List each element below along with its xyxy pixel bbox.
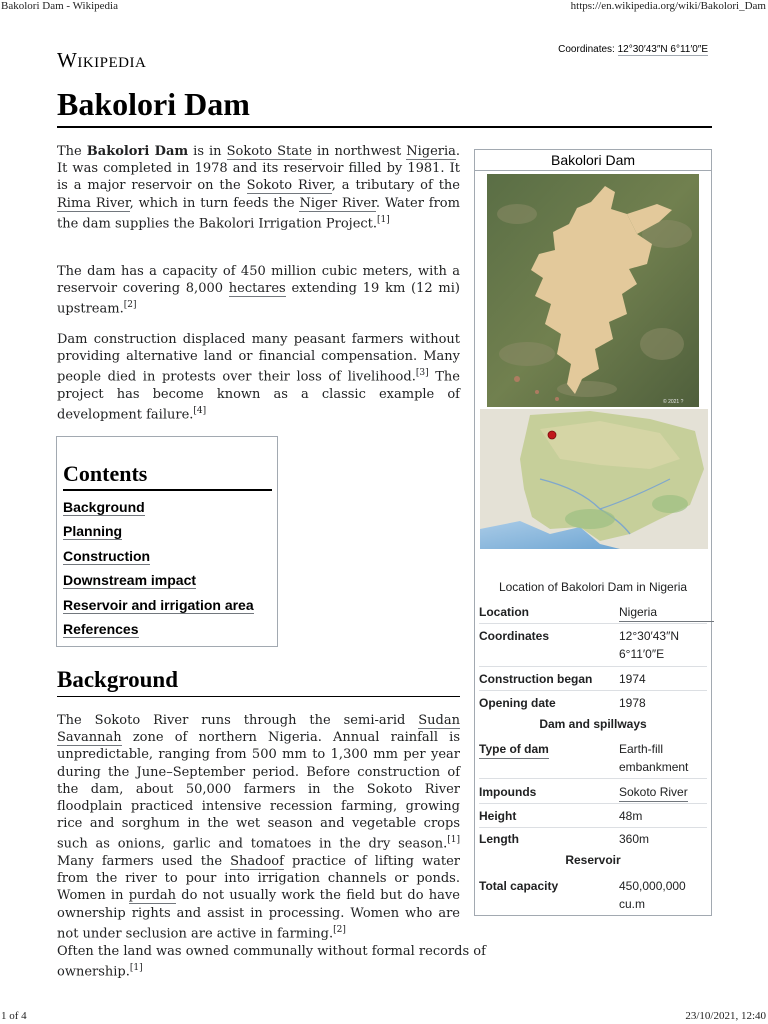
coordinates-label: Coordinates:	[558, 44, 615, 55]
table-of-contents	[56, 436, 278, 647]
toc-item-background[interactable]: Background	[63, 499, 145, 515]
toc-item-planning[interactable]: Planning	[63, 523, 123, 539]
page-title: Bakolori Dam	[57, 86, 250, 122]
infobox: Bakolori Dam © 2021 ? Location of Bakolori Dam in Nigeria Location Nigeria Coordinates 12°30′43″N 6°11′0″E Construction began 1974 Opening date 1978 Dam and spillways Type of dam Earth-fill embankment Impounds Sokoto River Height 48m Length 360m Reservoir Total capacity 450,000,000 cu.m	[474, 149, 712, 916]
toc-item-downstream-impact[interactable]: Downstream impact	[63, 572, 197, 588]
infobox-section-dam-and-spillways: Dam and spillways	[539, 717, 647, 731]
link-niger-river[interactable]: Niger River	[299, 195, 376, 211]
article-subject: Bakolori Dam	[86, 144, 189, 159]
location-map-graphic	[480, 409, 708, 549]
infobox-section-reservoir: Reservoir	[565, 853, 621, 867]
link-sudan-savannah[interactable]: Sudan Savannah	[57, 713, 460, 746]
toc-item-reservoir-and-irrigation-area[interactable]: Reservoir and irrigation area	[63, 597, 254, 613]
link-sokoto-state[interactable]: Sokoto State	[226, 144, 312, 159]
reference-link[interactable]: [1]	[377, 214, 390, 225]
print-page-title: Bakolori Dam - Wikipedia	[1, 0, 118, 12]
reference-link[interactable]: [3]	[415, 368, 429, 379]
link-sokoto-river-infobox[interactable]: Sokoto River	[619, 783, 688, 802]
infobox-title-divider	[475, 170, 711, 171]
toc-title: Contents	[63, 461, 148, 486]
print-page-number: 1 of 4	[1, 1010, 27, 1022]
link-shadoof[interactable]: Shadoof	[230, 853, 284, 869]
link-hectares[interactable]: hectares	[228, 281, 286, 297]
reference-link[interactable]: [1]	[129, 963, 143, 974]
print-page-url: https://en.wikipedia.org/wiki/Bakolori_Dam	[570, 0, 766, 12]
location-map[interactable]	[480, 409, 708, 549]
reference-link[interactable]: [4]	[193, 406, 207, 417]
satellite-image[interactable]	[487, 174, 699, 407]
title-divider	[57, 126, 712, 128]
toc-divider	[63, 489, 272, 491]
link-purdah[interactable]: purdah	[128, 888, 177, 904]
reference-link[interactable]: [2]	[123, 300, 137, 311]
section-divider	[57, 696, 460, 697]
background-paragraph: The Sokoto River runs through the semi-arid Sudan Savannah zone of northern Nigeria. Annual rainfall is unpredictable, ranging from 500 mm to 1,300 mm per year during the June–September period. Before construction of the dam, about 50,000 farmers in the Sokoto River floodplain practiced intensive recession farming, growing rice and sorghum in the wet season and vegetable crops such as onions, garlic and tomatoes in the dry season.[1] Many farmers used the Shadoof practice of lifting water from the river to pour into irrigation channels or ponds. Women in purdah do not usually work the field but do have ownership rights and assist in processing. Women who are not under seclusion are active in farming.[2]	[57, 713, 460, 942]
background-paragraph-end: Often the land was owned communally without formal records of ownership.[1]	[57, 944, 486, 980]
satellite-image-graphic	[487, 174, 699, 407]
infobox-title: Bakolori Dam	[550, 152, 636, 168]
map-marker	[548, 431, 556, 439]
toc-item-references[interactable]: References	[63, 621, 139, 637]
photo-credit: © 2021 ?	[663, 399, 684, 405]
link-nigeria[interactable]: Nigeria	[406, 144, 456, 159]
section-heading-background: Background	[57, 667, 179, 692]
print-footer	[0, 1010, 768, 1024]
intro-paragraph-1: The Bakolori Dam is in Sokoto State in northwest Nigeria. It was completed in 1978 and its reservoir filled by 1981. It is a major reservoir on the Sokoto River, a tributary of the Rima River, which in turn feeds the Niger River. Water from the dam supplies the Bakolori Irrigation Project.[1]	[57, 144, 461, 232]
link-nigeria-infobox[interactable]: Nigeria	[619, 603, 714, 622]
link-rima-river[interactable]: Rima River	[57, 195, 130, 211]
coordinates-indicator	[558, 44, 708, 55]
coordinates-link[interactable]: 12°30′43″N 6°11′0″E	[617, 44, 708, 55]
coordinates-link-infobox[interactable]: 12°30′43″N 6°11′0″E	[619, 629, 680, 661]
reference-link[interactable]: [2]	[333, 924, 346, 935]
intro-paragraph-2: The dam has a capacity of 450 million cubic meters, with a reservoir covering 8,000 hectares extending 19 km (12 mi) upstream.[2]	[57, 264, 460, 317]
wikipedia-wordmark[interactable]: Wikipedia	[57, 48, 147, 72]
print-header	[0, 0, 768, 14]
toc-item-construction[interactable]: Construction	[63, 548, 151, 564]
link-type-of-dam[interactable]: Type of dam	[479, 740, 549, 759]
intro-paragraph-3: Dam construction displaced many peasant farmers without providing alternative land or financial compensation. Many people died in protests over their loss of livelihood.[3] The project has become known as a classic example of development failure.[4]	[57, 332, 460, 423]
print-timestamp: 23/10/2021, 12:40	[685, 1010, 766, 1022]
reference-link[interactable]: [1]	[447, 835, 460, 846]
map-caption: Location of Bakolori Dam in Nigeria	[498, 580, 688, 594]
link-sokoto-river[interactable]: Sokoto River	[246, 178, 332, 194]
